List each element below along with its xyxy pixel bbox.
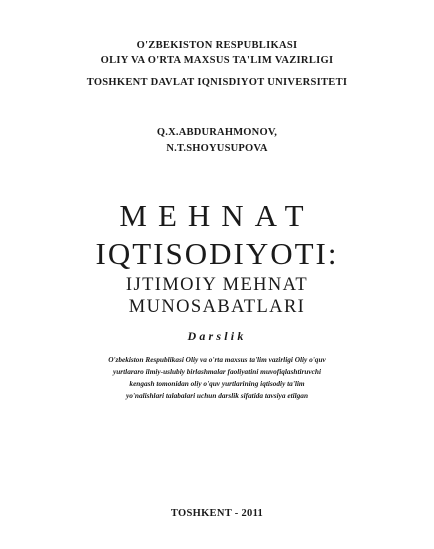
book-subtitle-line-1: IJTIMOIY MEHNAT [125, 275, 309, 295]
author-2: N.T.SHOYUSUPOVA [166, 143, 268, 154]
author-1: Q.X.ABDURAHMONOV, [156, 127, 278, 138]
institution-line-3: TOSHKENT DAVLAT IQNISDIYOT UNIVERSITETI [86, 77, 348, 88]
book-subtitle-line-2: MUNOSABATLARI [128, 297, 306, 317]
approval-line-1: O'zbekiston Respublikasi Oliy va o'rta maxsus ta'lim vazirligi Oliy o'quv [108, 355, 326, 364]
book-genre: Darslik [187, 329, 247, 343]
approval-line-4: yo'nalishlari talabalari uchun darslik sifatida tavsiya etilgan [125, 391, 309, 400]
institution-line-2: OLIY VA O'RTA MAXSUS TA'LIM VAZIRLIGI [100, 55, 334, 66]
approval-line-2: yurtlararo ilmiy-uslubiy birlashmalar faoliyatini muvofiqlashtiruvchi [113, 367, 321, 376]
book-title-line-1: MEHNAT [119, 198, 315, 233]
book-title-line-2: IQTISODIYOTI: [95, 236, 339, 271]
institution-line-1: O'ZBEKISTON RESPUBLIKASI [136, 40, 298, 51]
approval-line-3: kengash tomonidan oliy o'quv yurtlarining iqtisodiy ta'lim [129, 379, 305, 388]
imprint-city-year: TOSHKENT - 2011 [170, 508, 264, 519]
